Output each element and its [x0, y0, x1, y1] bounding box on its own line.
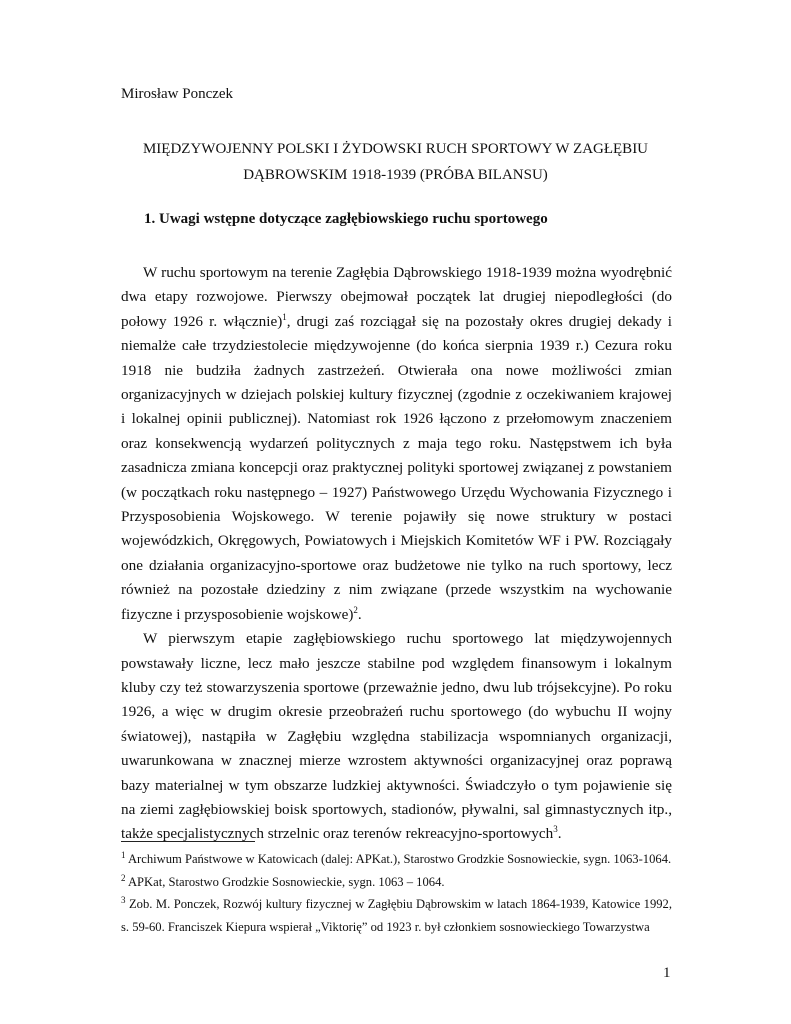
footnote-ref-2: 2 — [353, 604, 358, 615]
footnote-ref-3: 3 — [553, 824, 558, 835]
body-text — [121, 261, 672, 847]
footnote-1 — [121, 848, 672, 871]
footnote-text: Archiwum Państwowe w Katowicach (dalej: APKat.), Starostwo Grodzkie Sosnowieckie, sygn. 1063-1064. — [125, 852, 672, 866]
paragraph-2 — [121, 627, 672, 847]
footnotes — [121, 848, 672, 938]
footnote-3 — [121, 893, 672, 938]
footnote-text: Zob. M. Ponczek, Rozwój kultury fizycznej w Zagłębiu Dąbrowskim w latach 1864-1939, Katowice 1992, s. 59-60. Franciszek Kiepura wspierał „Viktorię” od 1923 r. był członkiem sosnowieckiego Towarzystwa — [121, 897, 672, 934]
page-number: 1 — [663, 965, 671, 981]
title-line-1: MIĘDZYWOJENNY POLSKI I ŻYDOWSKI RUCH SPORTOWY W ZAGŁĘBIU — [142, 141, 649, 157]
paragraph-text: . — [557, 825, 562, 843]
paragraph-1 — [121, 261, 672, 627]
paragraph-text: W pierwszym etapie zagłębiowskiego ruchu sportowego lat międzywojennych powstawały liczne, lecz mało jeszcze stabilne pod względem finansowym i lokalnym kluby czy też stowarzyszenia sportowe (przeważnie jedno, dwu lub trójsekcyjne). Po roku 1926, a więc w drugim okresie przeobrażeń ruchu sportowego (do wybuchu II wojny światowej), nastąpiła w Zagłębiu względna stabilizacja wspomnianych organizacji, uwarunkowana w znacznej mierze wzrostem aktywności organizacyjnej oraz poprawą bazy materialnej w tym obszarze ludzkiej aktywności. Świadczyło o tym pojawienie się na ziemi zagłębiowskiej boisk sportowych, stadionów, pływalni, sal gimnastycznych itp., także specjalistycznych strzelnic oraz terenów rekreacyjno-sportowych — [121, 630, 672, 843]
title-line-2: DĄBROWSKIM 1918-1939 (PRÓBA BILANSU) — [243, 167, 548, 183]
author-name: Mirosław Ponczek — [121, 86, 234, 102]
section-heading: 1. Uwagi wstępne dotyczące zagłębiowskiego ruchu sportowego — [144, 211, 548, 227]
footnote-ref-1: 1 — [282, 311, 287, 322]
paper-title — [121, 136, 670, 188]
footnote-number: 1 — [121, 849, 126, 860]
paragraph-text: . — [357, 605, 362, 623]
paragraph-text: W ruchu sportowym na terenie Zagłębia Dąbrowskiego 1918-1939 można wyodrębnić dwa etapy rozwojowe. Pierwszy obejmował początek lat drugiej niepodległości (do połowy 1926 r. włącznie) — [121, 264, 672, 330]
footnote-number: 3 — [121, 894, 126, 905]
footnote-2 — [121, 871, 672, 894]
footnote-text: APKat, Starostwo Grodzkie Sosnowieckie, sygn. 1063 – 1064. — [125, 874, 445, 889]
footnote-separator — [121, 841, 255, 842]
paragraph-text: , drugi zaś rozciągał się na pozostały okres drugiej dekady i niemalże całe trzydziestolecie międzywojenne (do końca sierpnia 1939 r.) Cezura roku 1918 nie budziła żadnych zastrzeżeń. Otwierała ona nowe możliwości zmian organizacyjnych w dziejach polskiej kultury fizycznej (zgodnie z oczekiwaniem krajowej i lokalnej opinii publicznej). Natomiast rok 1926 łączono z przełomowym znaczeniem oraz konsekwencją wydarzeń politycznych z maja tego roku. Następstwem ich była zasadnicza zmiana koncepcji oraz praktycznej polityki sportowej związanej z powstaniem (w początkach roku następnego – 1927) Państwowego Urzędu Wychowania Fizycznego i Przysposobienia Wojskowego. W terenie pojawiły się nowe struktury w postaci wojewódzkich, Okręgowych, Powiatowych i Miejskich Komitetów WF i PW. Rozciągały one działania organizacyjno-sportowe oraz budżetowe nie tylko na ruch sportowy, lecz również na pozostałe dziedziny z nim związane (przede wszystkim na wychowanie fizyczne i przysposobienie wojskowe) — [121, 312, 672, 623]
footnote-number: 2 — [121, 872, 126, 883]
